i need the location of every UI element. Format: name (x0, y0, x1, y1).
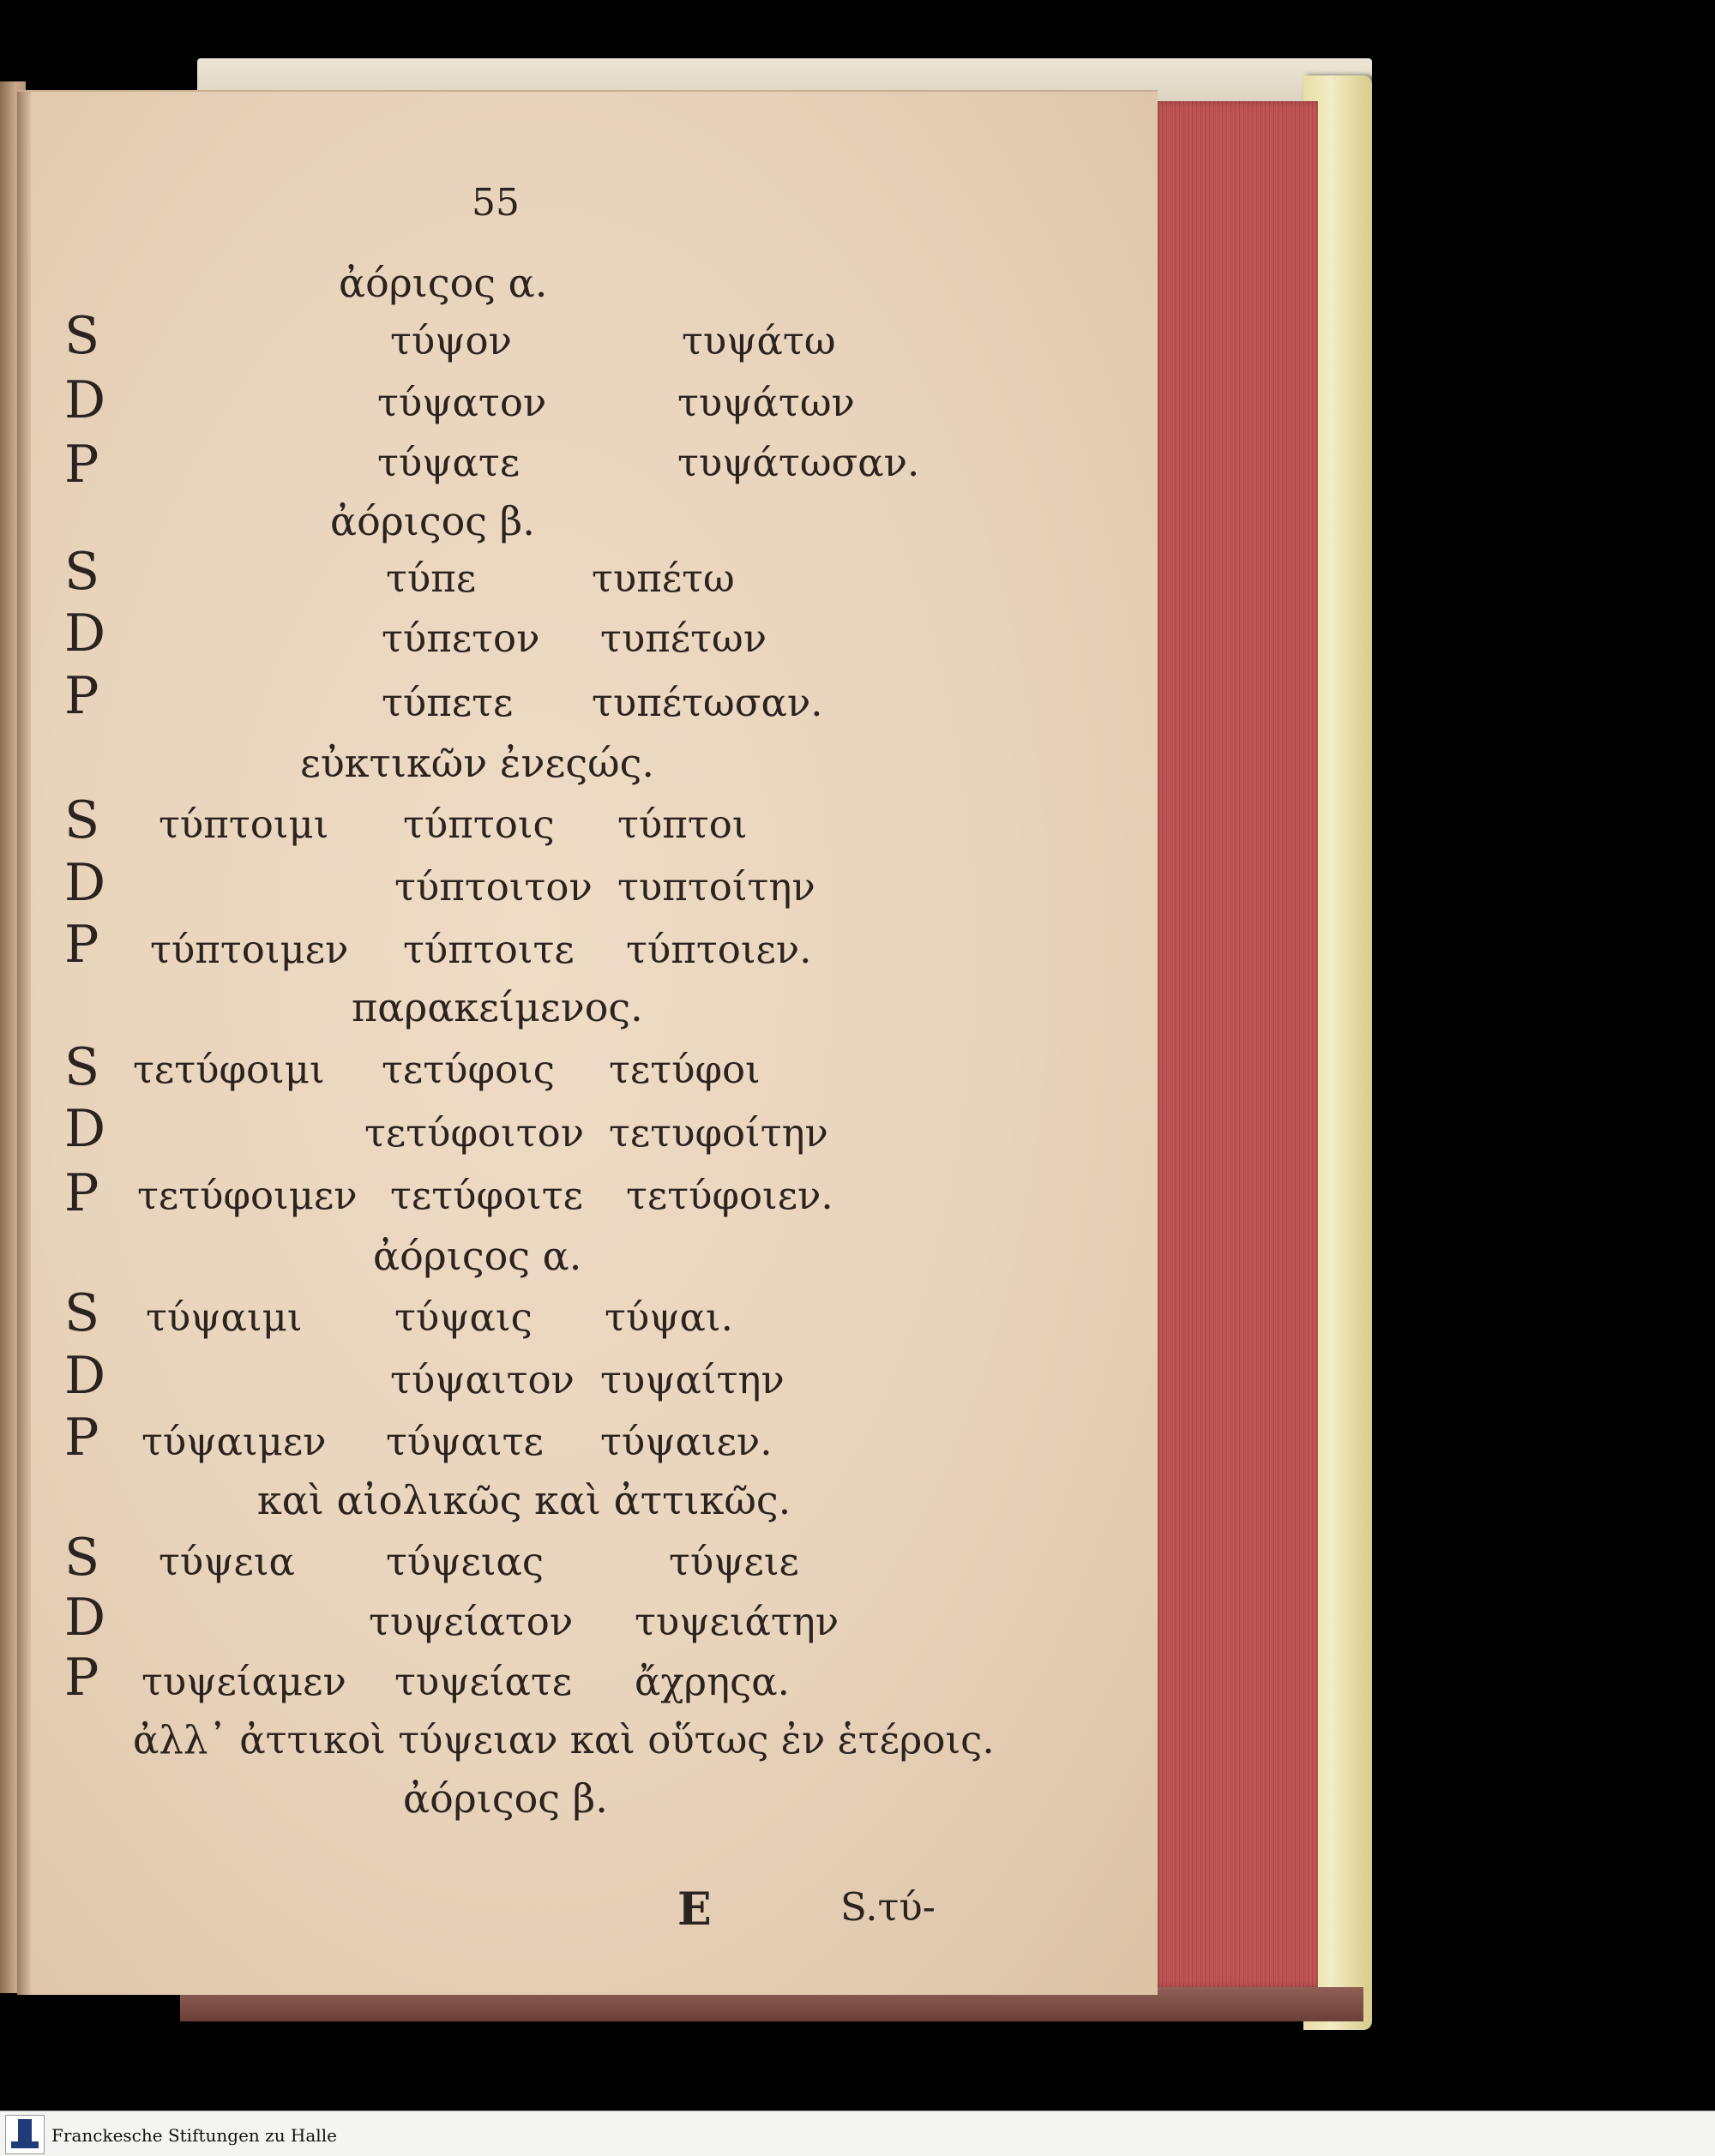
section-heading: ἀόριςος α. (339, 260, 548, 306)
margin-letter: S (64, 1037, 100, 1097)
institution-logo-icon (5, 2115, 45, 2154)
margin-letter: D (64, 1099, 106, 1159)
margin-letter: S (64, 1283, 100, 1343)
margin-letter: D (64, 1346, 106, 1406)
section-heading: ἀόριςος β. (403, 1775, 608, 1822)
form-text: τύπτοις (403, 802, 555, 847)
form-text: τύψαιμεν (141, 1419, 327, 1464)
margin-letter: S (64, 790, 100, 850)
margin-letter: D (64, 370, 106, 430)
margin-letter: P (64, 915, 99, 975)
form-text: τύπετε (382, 680, 514, 725)
signature-mark: E (677, 1883, 712, 1936)
form-text: τετύφοιμεν (137, 1173, 358, 1218)
section-heading: ἀόριςος α. (373, 1233, 582, 1279)
form-text: τετύφοις (382, 1047, 555, 1092)
form-text: τυψάτωσαν. (677, 440, 920, 485)
form-text: τετύφοιτον (364, 1110, 585, 1156)
book-page (17, 90, 1158, 1995)
form-text: τύψαις (394, 1294, 533, 1340)
form-text: τύψαιεν. (600, 1419, 773, 1464)
margin-letter: P (64, 435, 99, 495)
margin-letter: D (64, 604, 106, 664)
margin-letter: S (64, 1528, 100, 1588)
form-text: τύπτοιμεν (150, 927, 349, 972)
form-text: τυπέτω (592, 556, 735, 601)
form-text: τύπε (386, 556, 477, 601)
form-text: τυπέτωσαν. (592, 680, 823, 725)
margin-letter: D (64, 1588, 106, 1648)
margin-letter: P (64, 1163, 99, 1223)
form-text: τύπτοιτε (403, 927, 575, 972)
form-text: τύψον (390, 318, 512, 363)
page-gutter (17, 92, 31, 1995)
form-text: τυψειάτην (635, 1599, 839, 1644)
catchword: S.τύ- (840, 1884, 936, 1930)
form-text: τυψαίτην (600, 1357, 785, 1402)
margin-letter: P (64, 1648, 99, 1708)
form-text: τετύφοιμι (133, 1047, 325, 1092)
form-text: τυψείαμεν (141, 1659, 346, 1704)
red-fore-edge (1151, 101, 1318, 1987)
footer-institution: Franckesche Stiftungen zu Halle (51, 2125, 337, 2146)
form-text: τύψατε (377, 440, 521, 485)
form-text: τετυφοίτην (609, 1110, 828, 1156)
section-heading: ἀόριςος β. (330, 498, 535, 544)
page-number: 55 (472, 181, 520, 225)
form-text: τύψειε (669, 1539, 799, 1584)
margin-letter: D (64, 853, 106, 913)
text-line: ἀλλ᾽ ἀττικοὶ τύψειαν καὶ οὕτως ἐν ἑτέροις. (133, 1717, 995, 1763)
form-text: τετύφοι (609, 1047, 761, 1092)
margin-letter: S (64, 542, 100, 602)
form-text: τύψαι. (605, 1294, 733, 1340)
section-heading: καὶ αἰολικῶς καὶ ἀττικῶς. (257, 1477, 791, 1523)
form-text: τύπτοι (617, 802, 748, 847)
form-text: τύπτοιτον (394, 864, 593, 910)
margin-letter: P (64, 666, 99, 726)
form-text: τύψαιμι (146, 1294, 303, 1340)
footer-bar (0, 2111, 1715, 2156)
margin-letter: S (64, 306, 100, 366)
form-text: τύψειας (386, 1539, 545, 1584)
form-text: τύψαιτον (390, 1357, 575, 1402)
form-text: τύψαιτε (386, 1419, 544, 1464)
form-text: τυψάτω (682, 318, 836, 363)
form-text: τετύφοιτε (390, 1173, 583, 1218)
form-text: ἄχρηςα. (635, 1659, 790, 1704)
form-text: τυψείατον (369, 1599, 574, 1644)
form-text: τυψείατε (394, 1659, 573, 1704)
form-text: τύπτοιμι (159, 802, 329, 847)
margin-letter: P (64, 1408, 99, 1468)
form-text: τύψεια (159, 1539, 295, 1584)
form-text: τύπετον (382, 616, 540, 661)
form-text: τυπέτων (600, 616, 767, 661)
form-text: τύπτοιεν. (626, 927, 812, 972)
section-heading: παρακείμενος. (352, 984, 643, 1030)
form-text: τύψατον (377, 380, 547, 425)
form-text: τυπτοίτην (617, 864, 815, 910)
section-heading: εὐκτικῶν ἐνεςώς. (300, 740, 655, 786)
form-text: τυψάτων (677, 380, 855, 425)
form-text: τετύφοιεν. (626, 1173, 833, 1218)
